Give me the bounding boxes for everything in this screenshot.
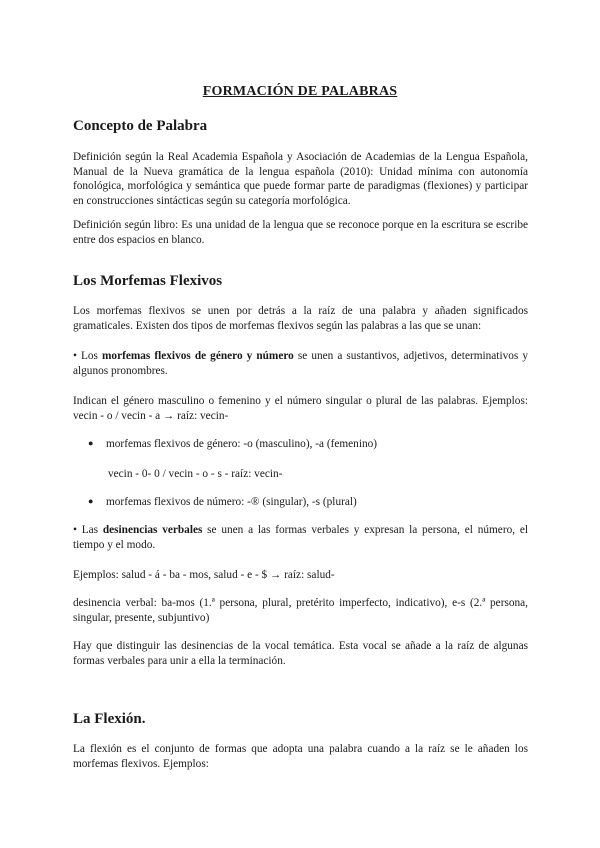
paragraph-definicion-libro: Definición según libro: Es una unidad de la lengua que se reconoce porque en la escritura se escribe entre dos espacios en blanco.	[73, 219, 528, 246]
list-item-text: morfemas flexivos de número: -® (singular), -s (plural)	[106, 496, 357, 508]
text-fragment: se unen a las formas verbales y expresan la persona, el número, el tiempo y el modo.	[73, 524, 528, 551]
paragraph-ejemplos-salud: Ejemplos: salud - á - ba - mos, salud - e - $ → raíz: salud-	[73, 569, 335, 581]
bold-term-desinencias: desinencias verbales	[102, 524, 203, 536]
heading-la-flexion: La Flexión.	[73, 711, 146, 727]
list-item-numero	[88, 494, 528, 510]
heading-morfemas-flexivos: Los Morfemas Flexivos	[73, 273, 223, 289]
list-item-genero	[88, 436, 528, 452]
paragraph-flexion: La flexión es el conjunto de formas que adopta una palabra cuando a la raíz se le añaden los morfemas flexivos. Ejemplos:	[73, 743, 528, 770]
paragraph-desinencias	[73, 523, 528, 552]
example-vecin: vecin - 0- 0 / vecin - o - s - raíz: vecin-	[108, 468, 283, 480]
paragraph-genero-numero	[73, 349, 528, 378]
bullet-dot-icon: ●	[88, 496, 94, 506]
bold-term-genero-numero: morfemas flexivos de género y número	[102, 350, 294, 362]
paragraph-desinencia-verbal: desinencia verbal: ba-mos (1.ª persona, plural, pretérito imperfecto, indicativo), e-s (2.ª persona, singular, presente, subjuntivo)	[73, 597, 528, 624]
list-item-text: morfemas flexivos de género: -o (masculino), -a (femenino)	[106, 438, 378, 450]
text-fragment: se unen a sustantivos, adjetivos, determinativos y algunos pronombres.	[73, 350, 528, 377]
paragraph-morfemas-intro: Los morfemas flexivos se unen por detrás a la raíz de una palabra y añaden significados gramaticales. Existen dos tipos de morfemas flexivos según las palabras a las que se unan:	[73, 305, 528, 332]
text-fragment: • Las	[73, 524, 103, 536]
document-title: FORMACIÓN DE PALABRAS	[202, 84, 398, 99]
heading-concepto-de-palabra: Concepto de Palabra	[73, 118, 208, 134]
paragraph-vocal-tematica: Hay que distinguir las desinencias de la vocal temática. Esta vocal se añade a la raíz de algunas formas verbales para unir a ella la terminación.	[73, 640, 528, 667]
bullet-dot-icon: ●	[88, 438, 94, 448]
text-fragment: • Los	[73, 350, 103, 362]
paragraph-definicion-rae: Definición según la Real Academia Española y Asociación de Academias de la Lengua Española, Manual de la Nueva gramática de la lengua española (2010): Unidad mínima con autonomía fonológica, morfológica y semántica que puede formar parte de paradigmas (flexiones) y participar en construcciones sintácticas según su categoría morfológica.	[73, 151, 528, 207]
paragraph-indican-genero: Indican el género masculino o femenino y el número singular o plural de las palabras. Ejemplos: vecin - o / vecin - a → raíz: vecin-	[73, 395, 528, 422]
